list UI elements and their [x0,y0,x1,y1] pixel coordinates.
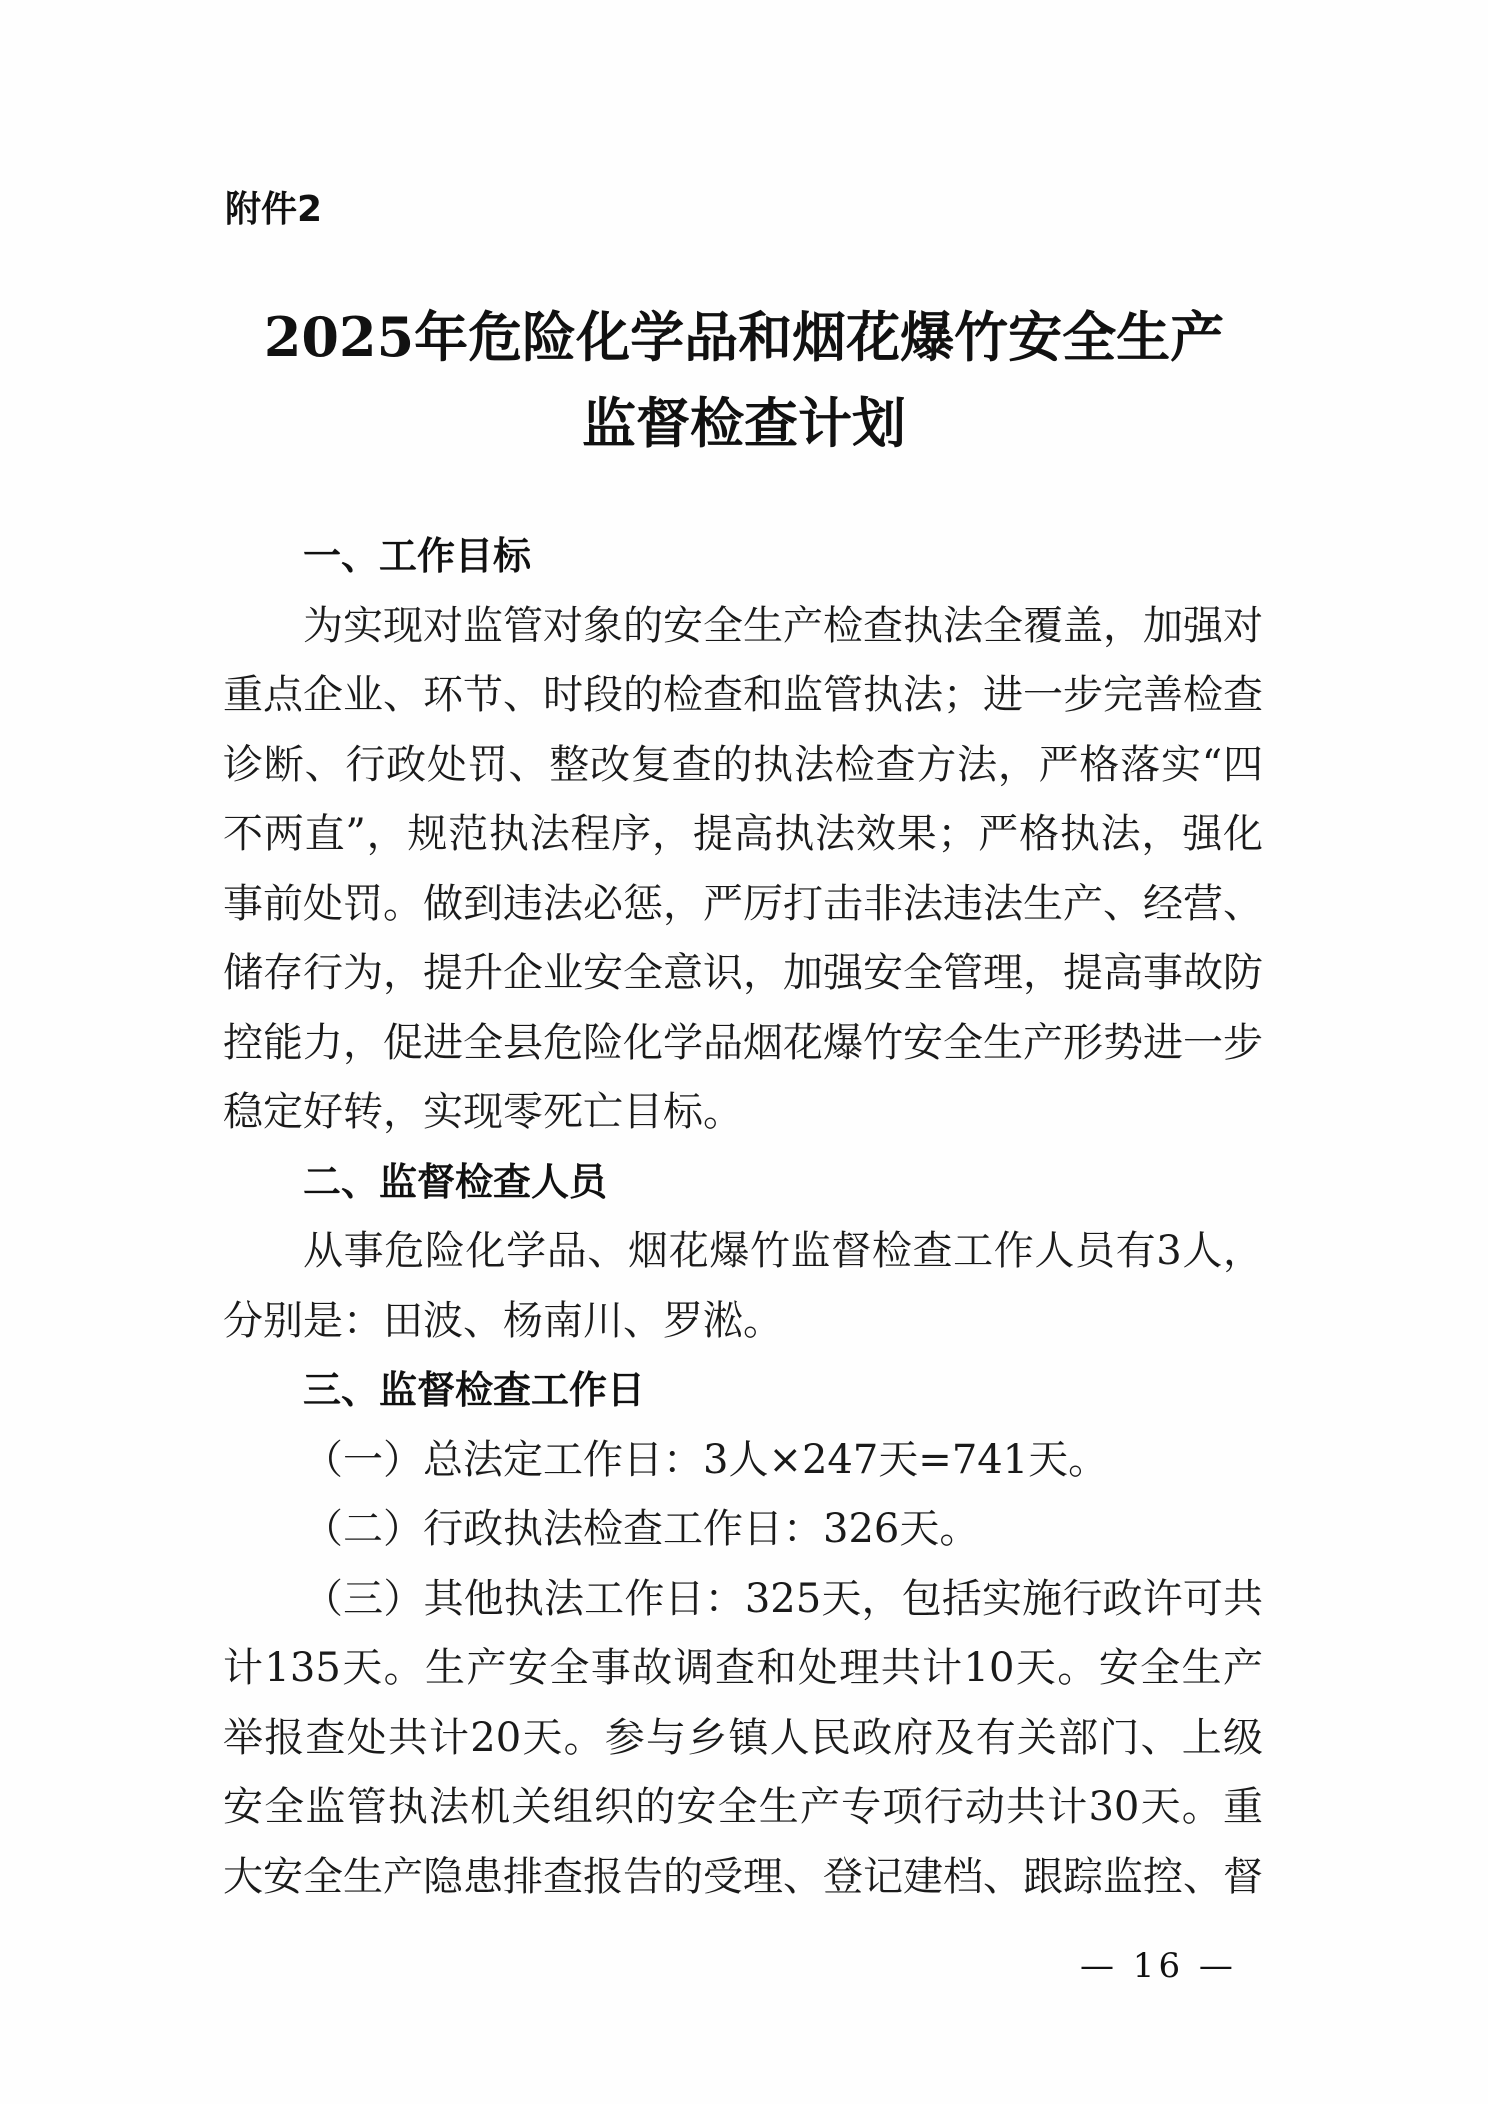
section-3-item-3: （三）其他执法工作日：325天，包括实施行政许可共计135天。生产安全事故调查和处理共计10天。安全生产举报查处共计20天。参与乡镇人民政府及有关部门、上级安全监管执法机关组织的安全生产专项行动共计30天。重大安全生产隐患排查报告的受理、登记建档、跟踪监控、督 [223,1575,1263,1900]
section-1-paragraph: 为实现对监管对象的安全生产检查执法全覆盖，加强对重点企业、环节、时段的检查和监管执法；进一步完善检查诊断、行政处罚、整改复查的执法检查方法，严格落实“四不两直”，规范执法程序，提高执法效果；严格执法，强化事前处罚。做到违法必惩，严厉打击非法违法生产、经营、储存行为，提升企业安全意识，加强安全管理，提高事故防控能力，促进全县危险化学品烟花爆竹安全生产形势进一步稳定好转，实现零死亡目标。 [223,602,1263,1135]
section-3-heading: 三、监督检查工作日 [303,1368,646,1412]
document-body [223,522,1263,1912]
page-number: — 16 — [1080,1946,1237,1986]
attachment-label: 附件2 [225,189,323,230]
section-1-heading: 一、工作目标 [303,534,532,578]
title-line-2: 监督检查计划 [582,391,906,455]
section-2-paragraph: 从事危险化学品、烟花爆竹监督检查工作人员有3人，分别是：田波、杨南川、罗淞。 [223,1228,1263,1344]
section-3-item-2: （二）行政执法检查工作日：326天。 [303,1506,980,1552]
document-title [200,294,1288,466]
section-3-item-1: （一）总法定工作日：3人×247天=741天。 [303,1436,1109,1483]
title-line-1: 2025年危险化学品和烟花爆竹安全生产 [263,305,1225,369]
section-2-heading: 二、监督检查人员 [303,1159,608,1204]
